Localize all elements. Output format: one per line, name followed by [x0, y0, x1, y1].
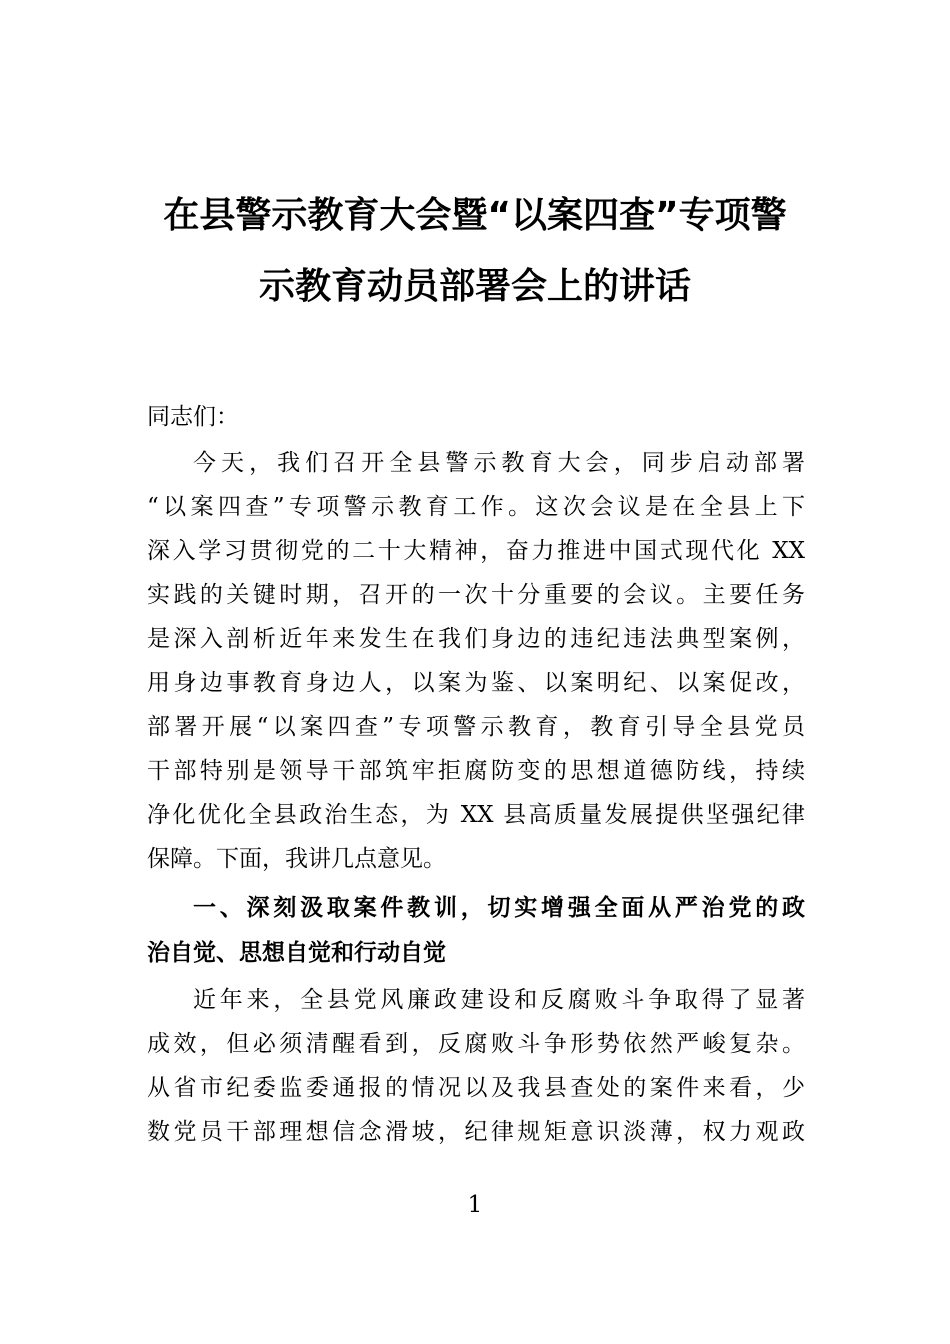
paragraph-2-line-3: 从省市纪委监委通报的情况以及我县查处的案件来看，少: [147, 1075, 805, 1101]
paragraph-2-line-2: 成效，但必须清醒看到，反腐败斗争形势依然严峻复杂。: [147, 1031, 805, 1057]
paragraph-1-line-6: 用身边事教育身边人，以案为鉴、以案明纪、以案促改，: [147, 670, 805, 696]
section-heading-1-line-2: 治自觉、思想自觉和行动自觉: [147, 940, 446, 966]
paragraph-1-line-4: 实践的关键时期，召开的一次十分重要的会议。主要任务: [147, 582, 805, 608]
paragraph-1-line-8: 干部特别是领导干部筑牢拒腐防变的思想道德防线，持续: [147, 758, 805, 784]
paragraph-2-line-4: 数党员干部理想信念滑坡，纪律规矩意识淡薄，权力观政: [147, 1119, 805, 1145]
paragraph-1-line-2: “以案四查”专项警示教育工作。这次会议是在全县上下: [147, 494, 805, 520]
salutation: 同志们：: [147, 404, 239, 430]
section-heading-1-line-1: 一、深刻汲取案件教训，切实增强全面从严治党的政: [193, 895, 805, 921]
page-number: 1: [467, 1192, 483, 1218]
paragraph-1-line-3: 深入学习贯彻党的二十大精神，奋力推进中国式现代化 XX: [147, 538, 805, 564]
paragraph-1-line-9: 净化优化全县政治生态，为 XX 县高质量发展提供坚强纪律: [147, 802, 805, 828]
paragraph-1-line-7: 部署开展“以案四查”专项警示教育，教育引导全县党员: [147, 714, 805, 740]
paragraph-1-line-10: 保障。下面，我讲几点意见。: [147, 846, 446, 872]
document-title-line-2: 示教育动员部署会上的讲话: [258, 266, 691, 307]
document-title-line-1: 在县警示教育大会暨“以案四查”专项警: [163, 195, 787, 236]
paragraph-1-line-5: 是深入剖析近年来发生在我们身边的违纪违法典型案例，: [147, 626, 805, 652]
paragraph-1-line-1: 今天，我们召开全县警示教育大会，同步启动部署: [193, 450, 805, 476]
paragraph-2-line-1: 近年来，全县党风廉政建设和反腐败斗争取得了显著: [193, 987, 805, 1013]
